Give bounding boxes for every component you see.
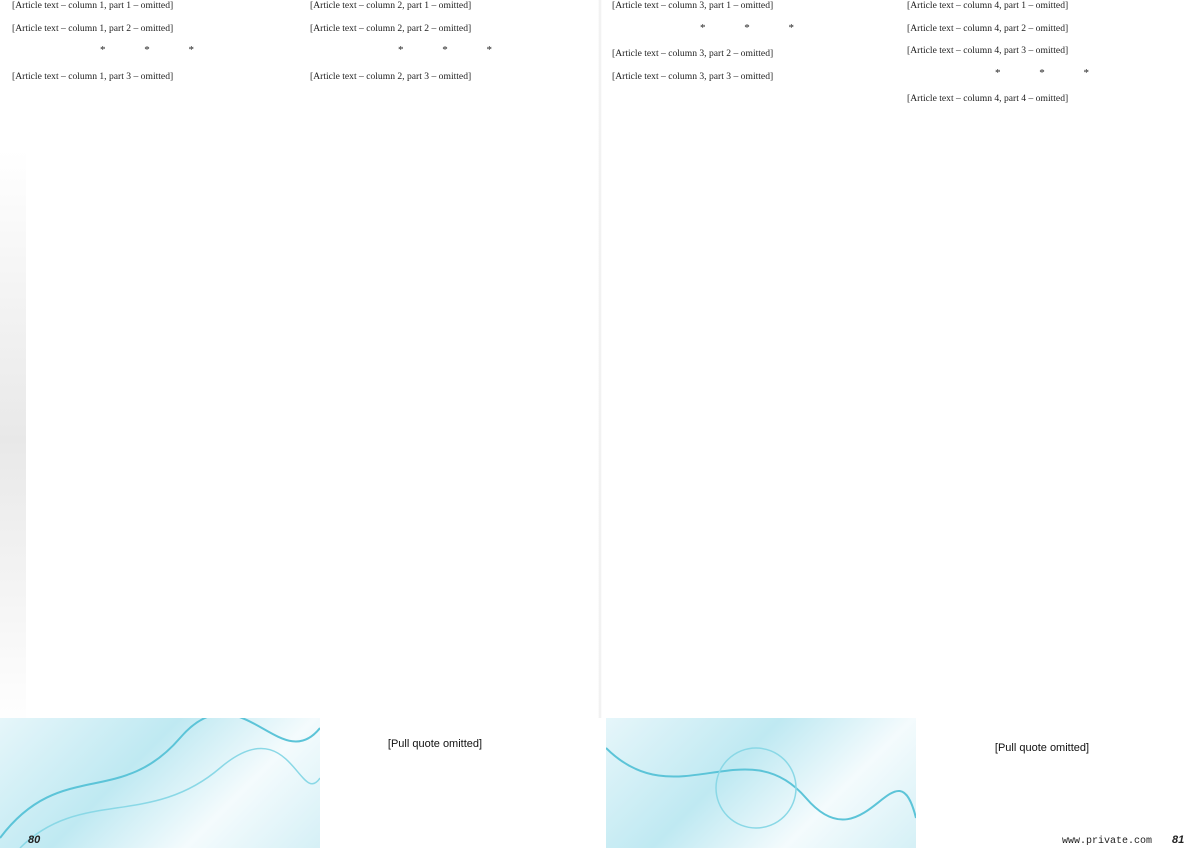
article-column-2 xyxy=(310,0,598,93)
article-column-4 xyxy=(907,0,1195,116)
section-divider: * * * xyxy=(100,44,212,57)
paragraph: [Article text – column 4, part 1 – omitted] xyxy=(907,0,1069,11)
paragraph: [Article text – column 3, part 1 – omitted] xyxy=(612,0,774,11)
section-divider: * * * xyxy=(700,21,812,34)
paragraph: [Article text – column 1, part 3 – omitted] xyxy=(12,70,174,82)
paragraph: [Article text – column 4, part 4 – omitted] xyxy=(907,93,1069,105)
illustration-left xyxy=(0,718,320,848)
site-url: www.private.com xyxy=(1062,836,1153,847)
illustration-strip xyxy=(0,718,1200,848)
paragraph: [Article text – column 2, part 2 – omitted] xyxy=(310,22,472,34)
section-divider: * * * xyxy=(995,66,1107,79)
article-column-1 xyxy=(12,0,300,93)
paragraph: [Article text – column 3, part 2 – omitted] xyxy=(612,48,774,60)
section-divider: * * * xyxy=(398,44,510,57)
paragraph: [Article text – column 4, part 3 – omitted] xyxy=(907,45,1069,57)
page-number-left: 80 xyxy=(28,834,41,846)
paragraph: [Article text – column 4, part 2 – omitted] xyxy=(907,22,1069,34)
page-number-right: 81 xyxy=(1172,834,1185,846)
illustration-right xyxy=(606,718,916,848)
paragraph: [Article text – column 2, part 1 – omitted] xyxy=(310,0,472,11)
paragraph: [Article text – column 2, part 3 – omitted] xyxy=(310,70,472,82)
paragraph: [Article text – column 3, part 3 – omitted] xyxy=(612,70,774,82)
pull-quote-right: [Pull quote omitted] xyxy=(994,742,1090,754)
watermark xyxy=(0,150,26,730)
paragraph: [Article text – column 1, part 1 – omitted] xyxy=(12,0,174,11)
article-column-3 xyxy=(612,0,900,93)
paragraph: [Article text – column 1, part 2 – omitted] xyxy=(12,22,174,34)
pull-quote-left: [Pull quote omitted] xyxy=(387,738,483,750)
